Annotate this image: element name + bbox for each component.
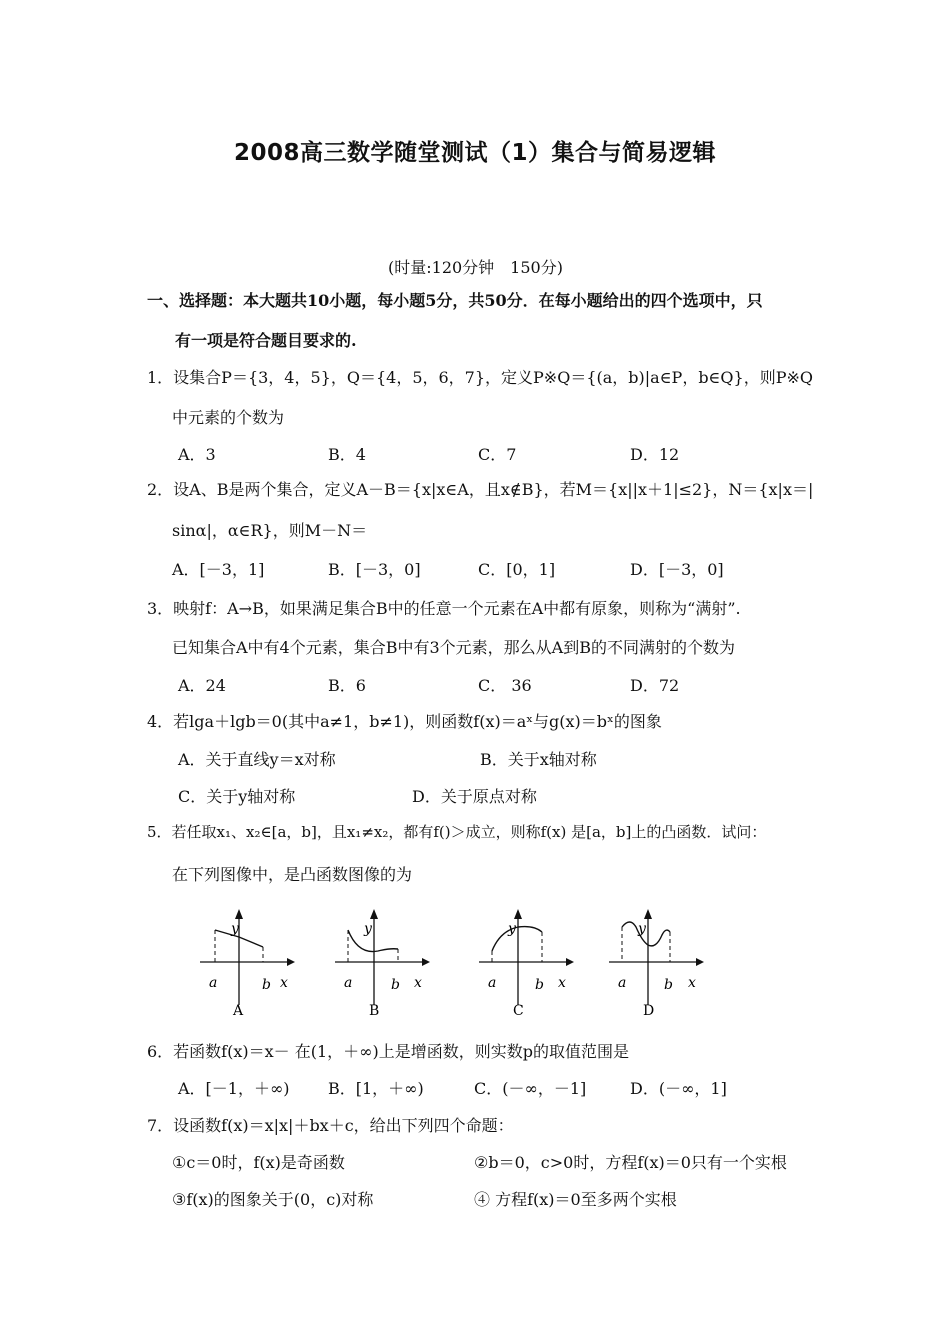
q2-stem-cont: sinα|，α∈R}，则M－N＝ <box>172 521 368 540</box>
q2-option-b: B．[－3，0] <box>328 560 421 579</box>
q7-prop-3: ③f(x)的图象关于(0，c)对称 <box>172 1190 374 1209</box>
graph-a <box>195 905 295 1025</box>
q1-option-a: A．3 <box>178 445 216 464</box>
q4-stem: 4．若lga＋lgb＝0(其中a≠1，b≠1)，则函数f(x)＝aˣ与g(x)＝bˣ的图象 <box>147 712 662 731</box>
q1-option-b: B．4 <box>328 445 366 464</box>
graph-c-a-label: a <box>488 975 497 991</box>
q1-option-d: D．12 <box>630 445 680 464</box>
section-heading-cont: 有一项是符合题目要求的. <box>175 331 357 350</box>
q7-prop-4: ④ 方程f(x)＝0至多两个实根 <box>474 1190 677 1209</box>
q5-stem-cont: 在下列图像中，是凸函数图像的为 <box>172 865 413 884</box>
graph-d-caption: D <box>643 1003 655 1019</box>
graph-d-b-label: b <box>664 977 673 993</box>
graph-a-b-label: b <box>262 977 271 993</box>
graph-a-a-label: a <box>209 975 218 991</box>
section-heading: 一、选择题：本大题共10小题，每小题5分，共50分．在每小题给出的四个选项中，只 <box>147 291 763 310</box>
exam-meta: (时量:120分钟 150分) <box>388 258 563 277</box>
graph-a-x-label: x <box>280 975 288 991</box>
graph-b-b-label: b <box>391 977 400 993</box>
q6-option-d: D．(－∞，1] <box>630 1079 727 1098</box>
q5-stem: 5．若任取x₁、x₂∈[a，b]，且x₁≠x₂，都有f()＞成立，则称f(x) 是[a，b]上的凸函数．试问： <box>147 823 767 841</box>
q2-option-d: D．[－3，0] <box>630 560 724 579</box>
graph-b-caption: B <box>369 1003 380 1019</box>
q6-option-c: C．(－∞，－1] <box>474 1079 587 1098</box>
q1-stem-cont: 中元素的个数为 <box>172 408 285 427</box>
q4-option-a: A．关于直线y＝x对称 <box>178 750 336 769</box>
graph-b-x-label: x <box>414 975 422 991</box>
graph-b-a-label: a <box>344 975 353 991</box>
q6-stem: 6．若函数f(x)＝x－ 在(1，＋∞)上是增函数，则实数p的取值范围是 <box>147 1042 629 1061</box>
q6-option-a: A．[－1，＋∞) <box>178 1079 290 1098</box>
q4-option-c: C．关于y轴对称 <box>178 787 296 806</box>
q4-option-b: B．关于x轴对称 <box>480 750 597 769</box>
graph-c-caption: C <box>513 1003 524 1019</box>
q3-option-b: B．6 <box>328 676 366 695</box>
graph-a-y-label: y <box>231 921 239 937</box>
q1-option-c: C．7 <box>478 445 517 464</box>
graph-c-y-label: y <box>508 921 516 937</box>
q3-stem: 3．映射f：A→B，如果满足集合B中的任意一个元素在A中都有原象，则称为“满射”. <box>147 599 741 618</box>
q7-stem: 7．设函数f(x)＝x|x|＋bx＋c，给出下列四个命题： <box>147 1116 514 1135</box>
q2-option-a: A．[－3，1] <box>172 560 265 579</box>
graph-b <box>330 905 430 1025</box>
q3-option-c: C． 36 <box>478 676 532 695</box>
graph-b-y-label: y <box>364 921 372 937</box>
graph-c-x-label: x <box>558 975 566 991</box>
graph-c-b-label: b <box>535 977 544 993</box>
q3-option-a: A．24 <box>178 676 226 695</box>
graph-a-caption: A <box>233 1003 244 1019</box>
q3-stem-cont: 已知集合A中有4个元素，集合B中有3个元素，那么从A到B的不同满射的个数为 <box>172 638 735 657</box>
q2-stem: 2．设A、B是两个集合，定义A－B＝{x|x∈A，且x∉B}，若M＝{x||x＋1|≤2}，N＝{x|x＝| <box>147 480 814 499</box>
graph-d-x-label: x <box>688 975 696 991</box>
q7-prop-2: ②b＝0，c>0时，方程f(x)＝0只有一个实根 <box>474 1153 787 1172</box>
q4-option-d: D．关于原点对称 <box>412 787 537 806</box>
q1-stem: 1．设集合P＝{3，4，5}，Q＝{4，5，6，7}，定义P※Q＝{(a，b)|a∈P，b∈Q}，则P※Q <box>147 368 813 387</box>
q7-prop-1: ①c＝0时，f(x)是奇函数 <box>172 1153 345 1172</box>
q3-option-d: D．72 <box>630 676 680 695</box>
q6-option-b: B．[1，＋∞) <box>328 1079 424 1098</box>
graph-c <box>474 905 574 1025</box>
graph-d <box>604 905 704 1025</box>
q2-option-c: C．[0，1] <box>478 560 556 579</box>
graph-d-a-label: a <box>618 975 627 991</box>
page-title: 2008高三数学随堂测试（1）集合与简易逻辑 <box>233 140 717 166</box>
graph-d-y-label: y <box>638 921 646 937</box>
